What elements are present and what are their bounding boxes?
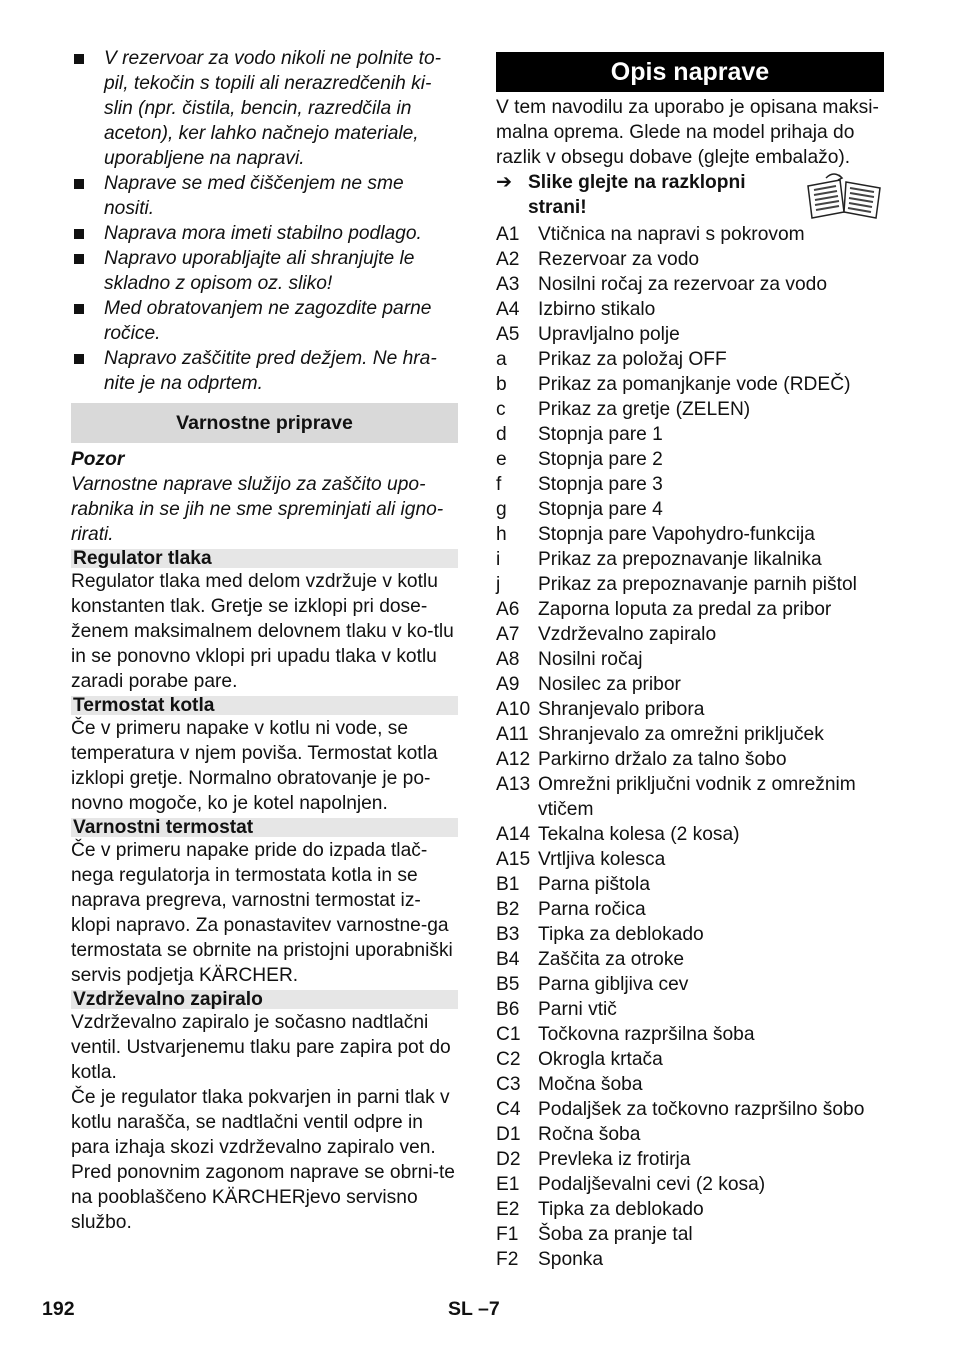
part-label: Stopnja pare 1	[538, 424, 663, 445]
part-item	[496, 1047, 884, 1072]
part-code: D2	[496, 1149, 521, 1170]
part-code: A10	[496, 699, 531, 720]
part-item	[496, 222, 884, 247]
part-code: A7	[496, 624, 520, 645]
part-code: A3	[496, 274, 520, 295]
part-item	[496, 372, 884, 397]
part-item	[496, 1247, 884, 1272]
part-item	[496, 722, 884, 747]
safety-bullet	[71, 171, 458, 221]
device-description-intro: V tem navodilu za uporabo je opisana maksi-malna oprema. Glede na model prihaja do razlik v obsegu dobave (glejte embalažo).	[496, 97, 879, 168]
part-item	[496, 1147, 884, 1172]
arrow-right-icon: ➔	[496, 172, 513, 193]
safety-bullet-text: Napravo uporabljajte ali shranjujte le skladno z opisom oz. sliko!	[104, 248, 415, 294]
part-code: A14	[496, 824, 531, 845]
part-label: Nosilni ročaj za rezervoar za vodo	[538, 274, 828, 295]
foldout-note-text: Slike glejte na razklopni strani!	[528, 172, 746, 218]
part-code: C4	[496, 1099, 521, 1120]
part-item	[496, 872, 884, 897]
part-label: Podaljševalni cevi (2 kosa)	[538, 1174, 766, 1195]
boiler-thermostat-heading: Termostat kotla	[71, 696, 458, 715]
part-item	[496, 747, 884, 772]
part-label: Omrežni priključni vodnik z omrežnim vtičem	[538, 774, 856, 820]
device-description-title: Opis naprave	[496, 52, 884, 92]
part-label: Tipka za deblokado	[538, 1199, 704, 1220]
part-code: E2	[496, 1199, 520, 1220]
part-code: B2	[496, 899, 520, 920]
part-label: Sponka	[538, 1249, 604, 1270]
part-item	[496, 397, 884, 422]
part-code: B5	[496, 974, 520, 995]
part-label: Prikaz za prepoznavanje parnih pištol	[538, 574, 857, 595]
part-item	[496, 472, 884, 497]
part-label: Stopnja pare 4	[538, 499, 663, 520]
part-item	[496, 1172, 884, 1197]
part-code: A1	[496, 224, 520, 245]
part-label: Vrtljiva kolesca	[538, 849, 666, 870]
part-label: Okrogla krtača	[538, 1049, 663, 1070]
safety-devices-heading: Varnostne priprave	[71, 403, 458, 443]
part-item	[496, 1022, 884, 1047]
part-item	[496, 1097, 884, 1122]
safety-bullet	[71, 296, 458, 346]
part-label: Prikaz za prepoznavanje likalnika	[538, 549, 822, 570]
part-item	[496, 522, 884, 547]
page-footer-label	[448, 1297, 500, 1322]
square-bullet-icon	[74, 179, 84, 189]
part-label: Parkirno držalo za talno šobo	[538, 749, 787, 770]
part-label: Šoba za pranje tal	[538, 1224, 693, 1245]
part-item	[496, 672, 884, 697]
part-label: Tipka za deblokado	[538, 924, 704, 945]
part-label: Parna gibljiva cev	[538, 974, 689, 995]
part-item	[496, 922, 884, 947]
part-item	[496, 1072, 884, 1097]
foldout-book-icon	[804, 172, 884, 222]
part-label: Tekalna kolesa (2 kosa)	[538, 824, 740, 845]
square-bullet-icon	[74, 254, 84, 264]
part-item	[496, 1122, 884, 1147]
part-item	[496, 972, 884, 997]
part-label: Parni vtič	[538, 999, 617, 1020]
part-code: A15	[496, 849, 531, 870]
part-code: f	[496, 474, 502, 495]
part-code: A5	[496, 324, 520, 345]
square-bullet-icon	[74, 54, 84, 64]
foldout-note	[496, 170, 884, 220]
part-label: Izbirno stikalo	[538, 299, 656, 320]
part-item	[496, 772, 884, 822]
safety-bullet	[71, 246, 458, 296]
safety-bullet-text: Naprava mora imeti stabilno podlago.	[104, 223, 422, 244]
safety-bullet-text: Napravo zaščitite pred dežjem. Ne hra-nite je na odprtem.	[104, 348, 437, 394]
part-code: C1	[496, 1024, 521, 1045]
part-item	[496, 347, 884, 372]
part-code: B1	[496, 874, 520, 895]
part-label: Prikaz za pomanjkanje vode (RDEČ)	[538, 374, 851, 395]
safety-bullet	[71, 46, 458, 171]
footer-section: SL	[448, 1298, 473, 1320]
part-label: Nosilni ročaj	[538, 649, 643, 670]
part-code: a	[496, 349, 507, 370]
part-code: F2	[496, 1249, 519, 1270]
part-label: Parna pištola	[538, 874, 650, 895]
part-code: e	[496, 449, 507, 470]
part-label: Močna šoba	[538, 1074, 643, 1095]
part-code: j	[496, 574, 501, 595]
part-item	[496, 272, 884, 297]
square-bullet-icon	[74, 229, 84, 239]
part-label: Prikaz za gretje (ZELEN)	[538, 399, 751, 420]
part-label: Stopnja pare Vapohydro-funkcija	[538, 524, 815, 545]
part-label: Rezervoar za vodo	[538, 249, 700, 270]
safety-bullet	[71, 346, 458, 396]
safety-thermostat-text: Če v primeru napake pride do izpada tlač-nega regulatorja in termostata kotla in se naprava pregreva, varnostni termostat iz-klopi napravo. Za ponastavitev varnostne-ga termostata se obrnite na pristojni uporabniški servis podjetja KÄRCHER.	[71, 840, 453, 986]
part-code: D1	[496, 1124, 521, 1145]
safety-bullet-text: Naprave se med čiščenjem ne sme nositi.	[104, 173, 404, 219]
part-label: Parna ročica	[538, 899, 646, 920]
part-code: B6	[496, 999, 520, 1020]
part-label: Točkovna razpršilna šoba	[538, 1024, 755, 1045]
part-label: Stopnja pare 2	[538, 449, 663, 470]
part-code: A4	[496, 299, 520, 320]
part-label: Ročna šoba	[538, 1124, 641, 1145]
part-code: c	[496, 399, 506, 420]
part-item	[496, 847, 884, 872]
part-code: d	[496, 424, 507, 445]
part-label: Vzdrževalno zapiralo	[538, 624, 717, 645]
part-label: Shranjevalo za omrežni priključek	[538, 724, 824, 745]
part-label: Nosilec za pribor	[538, 674, 681, 695]
pressure-regulator-heading: Regulator tlaka	[71, 549, 458, 568]
part-item	[496, 897, 884, 922]
part-label: Zaščita za otroke	[538, 949, 685, 970]
part-label: Stopnja pare 3	[538, 474, 663, 495]
part-code: A12	[496, 749, 531, 770]
part-code: A9	[496, 674, 520, 695]
safety-bullet-text: V rezervoar za vodo nikoli ne polnite to-pil, tekočin s topili ali nerazredčenih ki-slin (npr. čistila, bencin, razredčila in aceton), ker lahko načnejo materiale, uporabljene na napravi.	[104, 48, 442, 169]
part-item	[496, 322, 884, 347]
page-number: 192	[42, 1298, 75, 1320]
caution-label: Pozor	[71, 449, 125, 470]
boiler-thermostat-text: Če v primeru napake v kotlu ni vode, se temperatura v njem poviša. Termostat kotla izklopi gretje. Normalno obratovanje je po-novno mogoče, ko je kotel napolnjen.	[71, 718, 438, 814]
part-code: E1	[496, 1174, 520, 1195]
part-code: A11	[496, 724, 529, 745]
part-item	[496, 297, 884, 322]
part-code: A6	[496, 599, 520, 620]
footer-dash: –	[478, 1298, 489, 1320]
part-code: A2	[496, 249, 520, 270]
part-item	[496, 247, 884, 272]
part-item	[496, 697, 884, 722]
part-code: h	[496, 524, 507, 545]
right-column	[496, 46, 884, 1272]
part-code: i	[496, 549, 501, 570]
left-column	[71, 46, 458, 1235]
part-item	[496, 422, 884, 447]
square-bullet-icon	[74, 354, 84, 364]
part-code: C2	[496, 1049, 521, 1070]
part-item	[496, 947, 884, 972]
part-item	[496, 497, 884, 522]
part-label: Upravljalno polje	[538, 324, 680, 345]
part-label: Prikaz za položaj OFF	[538, 349, 727, 370]
part-code: B4	[496, 949, 520, 970]
part-code: C3	[496, 1074, 521, 1095]
part-code: g	[496, 499, 507, 520]
part-code: A13	[496, 774, 531, 795]
part-label: Zaporna loputa za predal za pribor	[538, 599, 832, 620]
part-label: Vtičnica na napravi s pokrovom	[538, 224, 805, 245]
safety-bullet-list	[71, 46, 458, 396]
safety-bullet	[71, 221, 458, 246]
part-item	[496, 572, 884, 597]
part-item	[496, 647, 884, 672]
part-label: Prevleka iz frotirja	[538, 1149, 691, 1170]
part-item	[496, 447, 884, 472]
part-code: A8	[496, 649, 520, 670]
part-label: Shranjevalo pribora	[538, 699, 705, 720]
safety-bullet-text: Med obratovanjem ne zagozdite parne ročice.	[104, 298, 432, 344]
safety-lock-text: Vzdrževalno zapiralo je sočasno nadtlačni ventil. Ustvarjenemu tlaku pare zapira pot do kotla.	[71, 1012, 451, 1083]
part-item	[496, 622, 884, 647]
part-label: Podaljšek za točkovno razpršilno šobo	[538, 1099, 865, 1120]
pressure-regulator-text: Regulator tlaka med delom vzdržuje v kotlu konstanten tlak. Gretje se izklopi pri dose-ženem maksimalnem delovnem tlaku v ko-tlu in se ponovno vklopi pri upadu tlaka v kotlu zaradi porabe pare.	[71, 571, 454, 692]
safety-thermostat-heading: Varnostni termostat	[71, 818, 458, 837]
part-code: b	[496, 374, 507, 395]
part-item	[496, 547, 884, 572]
part-code: B3	[496, 924, 520, 945]
caution-text: Varnostne naprave služijo za zaščito upo-rabnika in se jih ne sme spreminjati ali igno-rirati.	[71, 474, 444, 545]
safety-lock-heading: Vzdrževalno zapiralo	[71, 990, 458, 1009]
part-item	[496, 1222, 884, 1247]
part-code: F1	[496, 1224, 519, 1245]
square-bullet-icon	[74, 304, 84, 314]
footer-sub-page: 7	[488, 1298, 500, 1320]
part-item	[496, 822, 884, 847]
part-item	[496, 597, 884, 622]
part-item	[496, 1197, 884, 1222]
parts-list	[496, 222, 884, 1272]
safety-lock-text: Če je regulator tlaka pokvarjen in parni tlak v kotlu narašča, se nadtlačni ventil odpre in para izhaja skozi vzdrževalno zapiralo ven. Pred ponovnim zagonom naprave se obrni-te na pooblaščeno KÄRCHERjevo servisno službo.	[71, 1087, 455, 1233]
part-item	[496, 997, 884, 1022]
